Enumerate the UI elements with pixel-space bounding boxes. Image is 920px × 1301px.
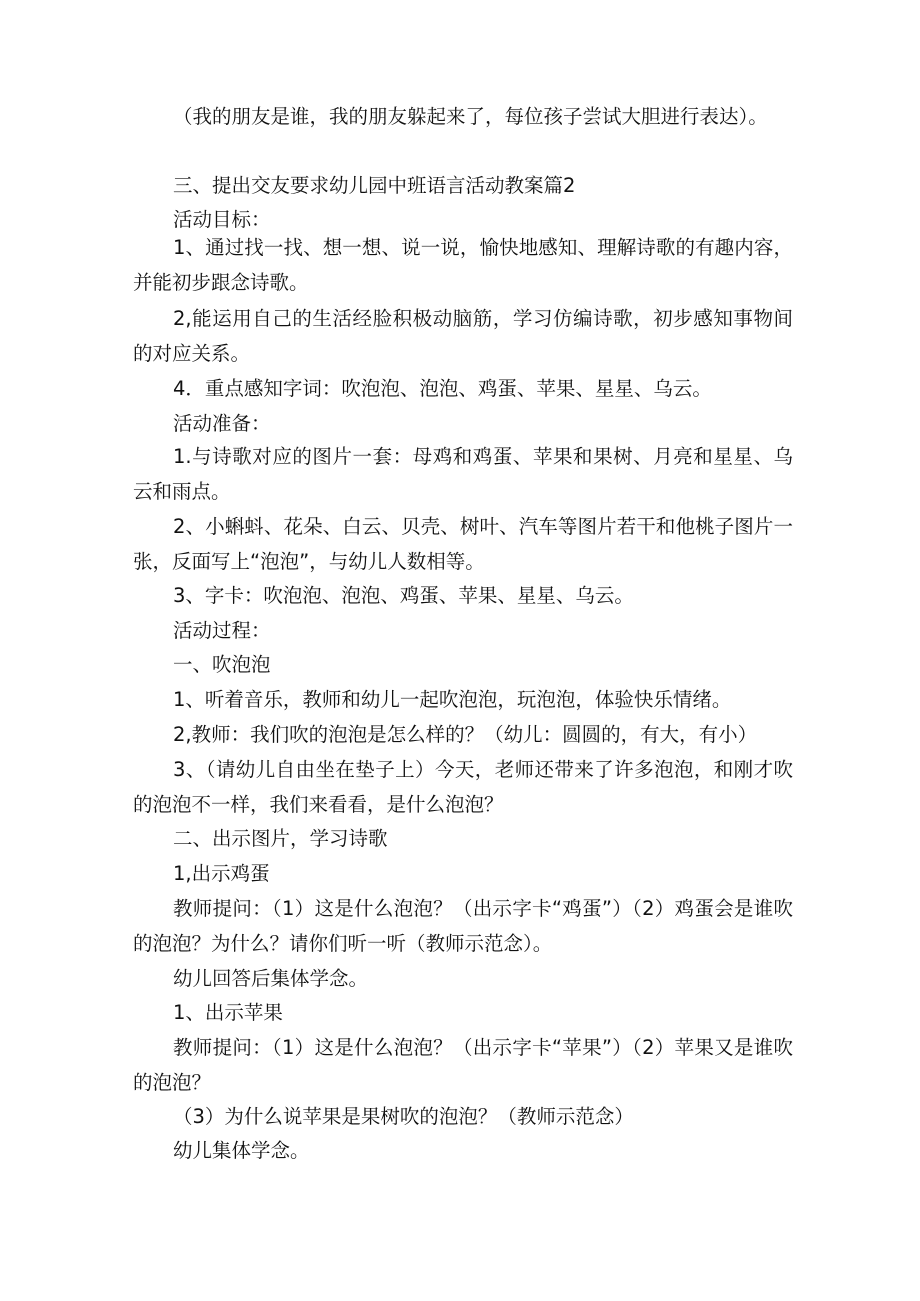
- paragraph-egg-question: 教师提问：（1）这是什么泡泡？（出示字卡“鸡蛋”）（2）鸡蛋会是谁吹的泡泡？为什么？请你们听一听（教师示范念）。: [133, 897, 793, 955]
- heading-show-egg: 1,出示鸡蛋: [173, 862, 270, 885]
- heading-show-pictures: 二、出示图片，学习诗歌: [173, 827, 388, 850]
- heading-activity-goals: 活动目标：: [173, 208, 271, 231]
- heading-activity-prep: 活动准备：: [173, 412, 271, 435]
- paragraph-apple-recite: 幼儿集体学念。: [173, 1139, 310, 1162]
- paragraph-goal-4: 4．重点感知字词：吹泡泡、泡泡、鸡蛋、苹果、星星、乌云。: [173, 377, 712, 400]
- paragraph-goal-2: 2,能运用自己的生活经脸积极动脑筋，学习仿编诗歌，初步感知事物间的对应关系。: [133, 307, 793, 365]
- paragraph-prep-1: 1.与诗歌对应的图片一套：母鸡和鸡蛋、苹果和果树、月亮和星星、乌云和雨点。: [133, 445, 793, 503]
- paragraph-process-1: 1、听着音乐，教师和幼儿一起吹泡泡，玩泡泡，体验快乐情绪。: [173, 688, 732, 711]
- paragraph-prep-3: 3、字卡：吹泡泡、泡泡、鸡蛋、苹果、星星、乌云。: [173, 584, 634, 607]
- heading-activity-process: 活动过程：: [173, 619, 271, 642]
- paragraph-goal-1: 1、通过找一找、想一想、说一说，愉快地感知、理解诗歌的有趣内容，并能初步跟念诗歌。: [133, 236, 793, 294]
- paragraph-process-2: 2,教师：我们吹的泡泡是怎么样的？（幼儿：圆圆的，有大，有小）: [173, 723, 758, 746]
- paragraph-prep-2: 2、小蝌蚪、花朵、白云、贝壳、树叶、汽车等图片若干和他桃子图片一张，反面写上“泡泡”，与幼儿人数相等。: [133, 515, 793, 573]
- paragraph-friend-hiding: （我的朋友是谁，我的朋友躲起来了，每位孩子尝试大胆进行表达）。: [173, 105, 768, 128]
- paragraph-apple-question: 教师提问：（1）这是什么泡泡？（出示字卡“苹果”）（2）苹果又是谁吹的泡泡？: [133, 1036, 793, 1094]
- paragraph-apple-why: （3）为什么说苹果是果树吹的泡泡？（教师示范念）: [173, 1105, 634, 1128]
- paragraph-egg-recite: 幼儿回答后集体学念。: [173, 967, 369, 990]
- heading-section-three: 三、提出交友要求幼儿园中班语言活动教案篇2: [173, 174, 576, 197]
- heading-blow-bubbles: 一、吹泡泡: [173, 653, 271, 676]
- paragraph-process-3: 3、（请幼儿自由坐在垫子上）今天，老师还带来了许多泡泡，和刚才吹的泡泡不一样，我们来看看，是什么泡泡？: [133, 758, 793, 816]
- heading-show-apple: 1、出示苹果: [173, 1001, 283, 1024]
